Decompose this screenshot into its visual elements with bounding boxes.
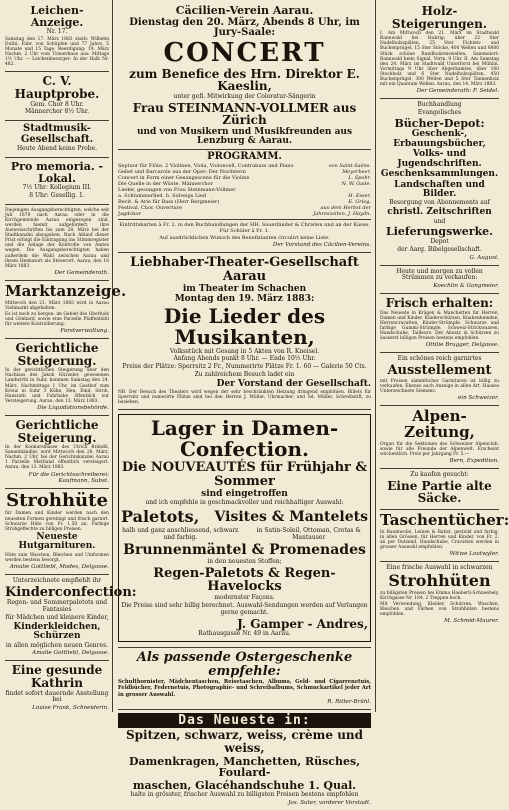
alpen-text: Organ für die Sektionen des Schweizer Alpenclub, sowie für alle Freunde der Alpenwelt. Erscheint wöchentlich. Preis per Jahrgang Fr. 5.— <box>380 441 499 457</box>
sense-sign: Koechlin & Gangmeier. <box>433 283 499 290</box>
neueste-ad <box>118 710 371 810</box>
concert-club: Cäcilien-Verein Aarau. <box>175 4 314 17</box>
buch-line7: christl. Zeitschriften <box>387 207 492 218</box>
middle-column <box>114 0 376 807</box>
stroh-text2: Hüte zum Waschen, Bleichen und Umformen werden bestens besorgt. <box>5 552 109 563</box>
gericht2-text: In der Konkursmasse des Ulrich Brändli, Samenhändler, wird Mittwoch den 28. März, Nachm. 2 Uhr, bei der Gerichtskanzlei Aarau 1 Parzelle Mattland öffentlich versteigert. Aarau, den 13. März 1883. <box>5 445 109 471</box>
stadtmusik-text: Heute Abend keine Probe. <box>16 145 98 153</box>
neueste-note: halte in grösster, frischer Auswahl zu billigsten Preisen bestens empfohlen <box>130 791 359 799</box>
programm-list <box>118 163 371 217</box>
holz-text: I. Am Mittwoch den 21. März im Stadtwald Bannwald bei Hubrig: über 22 Ster Nadelholzspälten, 25 Ster Fichten- und Buchenprügel, 15 Ster Stöcke, 400 Wellen und 8000 Stück schöne Rundholzreiswellen. Sammelort: Bannwald beim Signal, Vorm. 9 Uhr. II. Am Samstag den 24. März im Stadtwald Unterforst bei Mühlin. Vormittags 9 Uhr über Abgeräumtes, über 100 Stockholz und 6 Ster Nadelholzspälten, 450 Buchenprügel, 300 Wellen und 5 Ster Tannenholz mit ein Quantum Wellen. Aarau, den 14. März 1883. <box>380 31 499 88</box>
programm-item <box>118 211 371 217</box>
stroh-sub: Neueste Hutgarnituren. <box>18 531 96 552</box>
kathrin-title: Eine gesunde Kathrin <box>11 663 103 690</box>
lager-fab2: in Satin-Soleil, Ottoman, Cretas & Mantauser <box>256 526 361 541</box>
buch-line1: Bücher-Depot: <box>394 116 485 130</box>
neueste-text1: Spitzen, schwarz, weiss, crème und weiss, <box>125 728 364 756</box>
programm-item-composer: N. W. Gade. <box>341 181 371 188</box>
programm-item-composer: E. Grieg. <box>348 199 371 206</box>
markt-sign: Forstverwaltung. <box>60 328 109 335</box>
memoria-line1: 7½ Uhr: Kollegium III. <box>22 184 92 192</box>
concert-title: CONCERT <box>163 37 326 68</box>
kinder-line3: Kinderkleidchen, Schürzen <box>13 621 101 642</box>
saecke-title: Eine Partie alte Säcke. <box>387 478 492 506</box>
gericht2-sign: Für die Gerichtsschreiberei: Kaufmann, Subst. <box>28 471 109 484</box>
ausstellung-sign: ein Schweizer. <box>457 395 499 402</box>
neueste-text3: maschen, Glacéhandschuhe 1. Qual. <box>132 778 357 792</box>
buch-line5: Landschaften und Bilder. <box>394 179 485 199</box>
theater-sign: Der Vorstand der Gesellschaft. <box>216 378 371 389</box>
hauptprobe-line1: Gem. Chor 8 Uhr. <box>30 100 84 108</box>
sense-text: Heute und morgen zu vollen Strümmen zu verkaufen: <box>396 267 483 282</box>
memoria-title: Pro memoria. - Lokal. <box>10 160 104 185</box>
zuzug-sign: Der Gemeinderath. <box>54 269 109 276</box>
programm-item-title: Lieder, gesungen von Frau Steinmann-Vollmer <box>118 187 236 194</box>
tuech-notice <box>380 510 509 562</box>
lager-sub: sind eingetroffen <box>201 488 288 499</box>
holz-notice <box>380 2 499 99</box>
gericht1-title: Gerichtliche Steigerung. <box>15 341 99 368</box>
buch-line2: Geschenk-, Erbauungsbücher, <box>393 129 486 149</box>
leichen-text: Samstag den 17. März 1883 starb: Wilhelm Duthi, Fabr. von Schüpfen und 77 Jahre, 5 Monate und 15 Tage. Beerdigung: 19. März Nachm. 2 Uhr vom Trauerhaus aus: Mittags 1½ Uhr. — Leichenbesorger: In der Halb Nr. 482. <box>5 36 109 68</box>
hauptprobe-line2: Männerchor 8½ Uhr. <box>24 108 90 116</box>
ausstellung-notice <box>380 353 499 406</box>
programm-item-title: a. Schlummerlied. b. Solveigs Lied <box>118 193 207 200</box>
theater-times: Anfang Abends punkt 8 Uhr. — Ende 10½ Uhr. <box>173 355 316 363</box>
lager-addr: Rathausgasse Nr. 49 in Aarau. <box>198 630 291 638</box>
lager-title: Lager in Damen-Confection. <box>150 416 339 462</box>
buch-line6: Besorgung von Abonnements auf <box>389 199 490 207</box>
holz-title: Holz-Steigerungen. <box>391 4 488 31</box>
ausstellung-text: mit Preisen sämmtlicher Garnituren ist billig zu verkaufen. Ebenso auch Anzeige in allen Art. Hauses Unterzeichnete Siemens. <box>380 378 499 394</box>
lager-fab1: halb und ganz anschliessend, schwarz und farbig. <box>122 526 239 541</box>
zuzug-text: Diejenigen Ausgangsberechtigten, welche seit Juli 1879 nach Aarau oder in die Kirchgemeinde Aarau eingezogen sind, werden hiemit aufgefordert, ihre Ausweisschriften bis zum 28. März bei der Stadtkanzlei abzugeben. Nach Ablauf dieser Frist erfolgt die Eintragung ins Stimmregister und die Anlage der Kontrolle von Amtes wegen. Die Ausgangsberechtigten haben außerdem die Wahl zwischen Aarau und ihrem Heimatort als Steuerort. Aarau, den 16 März 1883. <box>5 207 109 269</box>
markt-text2: Es ist noch zu bergen: im Gebiet des Oberholz und Gönhard, sowie eine Parzelle Pfaffenbühl für weitere Kontrollierung. <box>5 311 109 327</box>
lager-nouv: Die NOUVEAUTÉS für Frühjahr & Sommer <box>121 460 368 490</box>
programm-item-title: Festival, Chor. Ouverture <box>118 205 183 212</box>
concert-benefit: zum Benefice des Hrn. Direktor E. Kaeslin, <box>129 66 360 94</box>
stadtmusik-title: Stadtmusik-Gesellschaft. <box>20 123 94 145</box>
kinder-pre: Unterzeichnete empfiehlt ihr <box>12 576 102 584</box>
stadtmusik-notice <box>5 121 109 158</box>
buch-sign: der Aarg. Bibelgesellschaft. <box>397 245 482 253</box>
programm-item-title: Septuor für Flöte, 2 Violinen, Viola, Violoncell, Contrabass und Piano <box>118 163 294 170</box>
buch-title: Buchhandlung <box>417 101 462 109</box>
lager-regen: Regen-Paletots & Regen-Havelocks <box>153 565 336 595</box>
gericht2-title: Gerichtliche Steigerung. <box>15 417 99 445</box>
markt-title: Marktanzeige. <box>5 281 127 300</box>
programm-item-title: Concert in Form einer Gesangsscene für die Violine <box>118 175 250 182</box>
buch-name: G. August. <box>469 254 499 261</box>
lager-cheap: modernster Façons. <box>214 594 275 602</box>
tuech-sign: Witwe Loutwyler. <box>449 550 499 557</box>
frisch-notice <box>380 294 499 353</box>
theater-play: Die Lieder des Musikanten, <box>163 303 326 349</box>
ausstellung-big: Ausstellement <box>387 363 492 379</box>
lager-rec: und ich empfehle in geschmackvoller und reichhaltiger Auswahl: <box>145 499 344 507</box>
leichen-anzeige <box>5 2 109 72</box>
theater-title: Liebhaber-Theater-Gesellschaft Aarau <box>130 255 359 285</box>
programm-tickets: Eintrittskarten à Fr. 2. in den Buchhandlungen der HH. Sauerländer & Christen und an der Kasse. Für Schüler à Fr. 1. <box>119 222 370 235</box>
kinder-line2: für Mädchen und kleinere Kinder, <box>5 613 109 621</box>
gericht1-sign: Die Liquidationsbehörde. <box>37 404 109 411</box>
buch-line9: Lieferungswerke. <box>385 225 494 239</box>
buch-depot: Depot <box>430 238 449 245</box>
concert-soloist: Frau STEINMANN-VOLLMER aus Zürich <box>132 100 357 128</box>
programm-item-composer: Jahreszeiten. J. Haydn. <box>313 211 371 218</box>
programm-item-title: Die Quelle in der Wüste, Männerchor <box>118 181 213 188</box>
neueste-text2: Damenkragen, Manchetten, Rüsches, Foulard- <box>128 754 361 780</box>
buch-line3: Volks- und Jugendschriften. <box>397 149 482 169</box>
concert-orchestra: und von Musikern und Musikfreunden aus Lenzburg & Aarau. <box>136 127 353 147</box>
frisch-title: Frisch erhalten: <box>385 296 494 311</box>
ostern-title: Als passende Ostergeschenke empfehle: <box>136 649 353 679</box>
strohhut-notice <box>380 562 499 628</box>
lager-visites: Visites & Mantelets <box>214 509 368 526</box>
concert-with: unter gefl. Mitwirkung der Coloratur-Sängerin <box>173 93 316 101</box>
zuzug-notice <box>5 205 109 281</box>
gericht2-notice <box>5 416 109 489</box>
lager-brunnen: Brunnenmäntel & Promenades <box>123 542 366 559</box>
kathrin-text: findet sofort dauernde Anstellung bei <box>5 689 109 704</box>
ostern-text: Schulthornister, Mädchentaschen, Reisetaschen, Albums, Geld- und Cigarrenetuis, Feldbücher, Federnetuis, Photographie- und Schreibalbums, Schmuckartikel jeder Art in grosser Auswahl. <box>118 679 371 698</box>
strohhut-title: Strohhüten <box>388 570 491 590</box>
hauptprobe-notice <box>5 72 109 121</box>
theater-place: im Theater im Schachen <box>182 283 307 294</box>
alpen-notice <box>380 406 499 469</box>
buch-line8: und <box>433 217 446 225</box>
kathrin-sign: Louise Frank, Schneiderin. <box>32 705 109 712</box>
hauptprobe-title: C. V. Hauptprobe. <box>14 74 100 102</box>
tuech-title: Taschentücher: <box>380 510 509 529</box>
programm-item-composer: Meyerbeer. <box>342 169 371 176</box>
buch-pre: Evangelisches <box>417 109 462 117</box>
theater-ad <box>118 253 371 410</box>
programm-item-composer: von Saint-Saëns. <box>328 163 371 170</box>
tuech-text: In Baumwolle, Leinen & Batist, gestickt und farbig, in allen Grössen, für Herren und Kinder, von Fr. 2. an per Dutzend. Handschuhe, Cravatten werden in grosser Auswahl empfohlen. <box>380 529 499 550</box>
markt-text: Mittwoch den 21. März 1883 wird in Aarau Viehmarkt abgehalten. <box>5 300 109 311</box>
programm-item-composer: H. Esser. <box>348 193 371 200</box>
strohhut-text: zu billigsten Preisen bei Emma Haeberli-Schneebely, Kirchgasse Nr. 184, 2 Treppen hoch. <box>380 590 499 601</box>
neueste-sign: Jos. Suter, vorderer Vorstadt. <box>288 800 371 807</box>
kinder-sign: Amalie Gottliebl, Delgasse. <box>32 650 109 657</box>
theater-invite: Zu zahlreichem Besuch ladet ein <box>194 370 295 378</box>
stroh-sign: Amalie Gottliebl, Modes, Delgasse. <box>9 563 109 570</box>
stroh-notice <box>5 489 109 575</box>
theater-genre: Volksstück mit Gesang in 5 Akten von R. Kneisel. <box>169 347 320 355</box>
kinder-title: Kinderconfection: <box>5 584 137 600</box>
lager-ad <box>118 410 371 647</box>
frisch-sign: Ottilie Brugger, Delgasse. <box>425 342 499 349</box>
programm-item-title: Recit. & Arie für Bass (Herr Bergmeier) <box>118 199 220 206</box>
programm-item-title: Gebet und Barcarole aus der Oper: Der Nordstern <box>118 169 246 176</box>
kinder-line4: in allen möglichen neuen Genres. <box>5 641 109 649</box>
buch-notice <box>380 99 499 265</box>
holz-sign: Der Gemeinderath: F. Seidel. <box>416 88 499 95</box>
strohhut-sign: M. Schmid-Maurer. <box>444 618 499 625</box>
ausstellung-title: Ein schönes reich garnirtes <box>397 355 482 363</box>
ostern-ad <box>118 648 371 710</box>
programm-item-title: Jagdchor <box>118 211 141 218</box>
saecke-notice <box>380 469 499 510</box>
frisch-text: Das Neueste in Krägen & Manchetten für Herren, Damen und Kinder. Kinderschürzen, Knabenhemden, Herrencravatten, Kinder-Strümpfe. Schwarze und farbige Gummi-Strümpfe, Schweiz-Strickwaaren, Handschuhe, Tailleurs. Der Absatz in Schürzen zu äusserst billigen Preisen bestens empfohlen. <box>380 310 499 342</box>
gericht1-text: In der gerichtlichen Steigerung über den Nachlass des Jakob Hürzeler, gewesenen Landwirth in Suhr, kommen Samstag den 24. März, Nachmittags 1 Uhr, im Gasthof zum Kreuz in Suhr 3 Kühe, Heu, Emd, Stroh, Hausrath und Fahrhabe öffentlich zur Versteigerung. Aarau, den 13. März 1883. <box>5 368 109 404</box>
leichen-title: Leichen-Anzeige. <box>30 4 84 29</box>
stroh-text: für Damen und Kinder werden nach den neuesten Formen gereinigt und frisch garnirt. Schwarze Hüte von Fr. 1.50 an. Farbige Strohgeflechte zu billigen Preisen. <box>5 511 109 532</box>
strohhut-pre: Eine frische Auswahl in schwarzen <box>386 563 493 571</box>
programm-title: PROGRAMM. <box>207 150 282 162</box>
markt-notice <box>5 281 127 339</box>
alpen-sign: Bern, Expedition. <box>449 457 499 464</box>
right-column <box>377 0 509 712</box>
theater-date: Montag den 19. März 1883: <box>174 294 315 305</box>
programm-note: Auf ausdrücklichen Wunsch des Benefizianten circulirt keine Liste. <box>159 235 330 242</box>
theater-prices: Preise der Plätze: Sperrsitz 2 Fr., Nummerirte Plätze Fr. 1. 60 — Galerie 50 Cts. <box>122 363 367 371</box>
kinder-line1: Regen- und Sommerpaletots und Fantasies <box>6 599 108 614</box>
kinder-notice <box>5 575 137 662</box>
kathrin-notice <box>5 661 109 715</box>
strohhut-text2: Mit Verwendung, Kleider, Schürzen, Waschen, Bleichen und Färben von Strohhüten bestens empfohlen. <box>380 601 499 617</box>
lager-paletots: Paletots, <box>121 506 200 526</box>
lager-sign: J. Gamper - Andres, <box>237 616 368 631</box>
sense-notice <box>380 266 499 295</box>
programm-item-composer: aus dem Herbst der <box>320 205 371 212</box>
memoria-notice <box>5 158 109 205</box>
stroh-title: Strohhüte <box>6 489 108 511</box>
concert-date: Dienstag den 20. März, Abends 8 Uhr, im Jury-Saale: <box>129 16 360 39</box>
saecke-pre: Zu kaufen gesucht: <box>410 470 469 478</box>
lager-stoffe: in den neuesten Stoffen; <box>207 558 282 566</box>
ostern-sign: R. Ritter-Brühl. <box>327 698 371 705</box>
programm-sign: Der Vorstand des Cäcilien-Vereins. <box>272 242 371 249</box>
lager-prices: Die Preise sind sehr billig berechnet. Auswahl-Sendungen werden auf Verlangen gerne gemacht. <box>121 601 368 616</box>
neueste-title: Das Neueste in: <box>118 713 371 729</box>
buch-line4: Geschenksammlungen. <box>380 169 499 180</box>
programm-item-composer: L. Spohr. <box>348 175 371 182</box>
memoria-line2: 8 Uhr: Gesellig. 1. <box>29 191 85 199</box>
leichen-number: Nr. 17. <box>46 28 68 36</box>
concert-ad <box>118 2 371 253</box>
alpen-title: Alpen-Zeitung, <box>404 407 475 441</box>
theater-nb: NB. Der Besuch des Theaters wird wegen der sehr beschränkten Heizung dringend empfohlen. Billets für Sperrsitz und numerirte Plätze sind bei den Herren J. Müller, Uhrmacher, und Sd. Müller, Schreibstift, zu beziehen. <box>118 390 371 406</box>
gericht1-notice <box>5 339 109 416</box>
